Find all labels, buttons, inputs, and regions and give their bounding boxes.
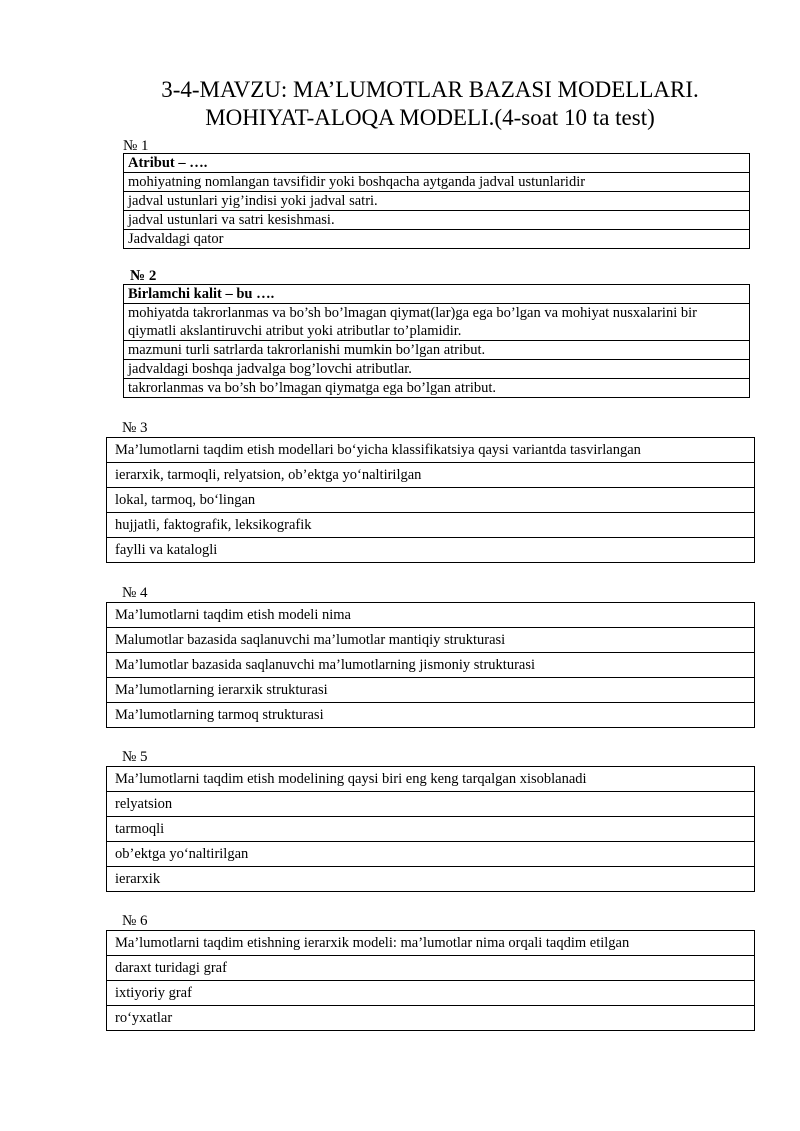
table-row (107, 1006, 755, 1031)
question-text: Ma’lumotlarni taqdim etish modelining qaysi biri eng keng tarqalgan xisoblanadi (107, 767, 755, 792)
answer-option: ierarxik (107, 867, 755, 892)
table-row (124, 173, 750, 192)
table-row (124, 341, 750, 360)
answer-option: ob’ektga yo‘naltirilgan (107, 842, 755, 867)
answer-option: mohiyatda takrorlanmas va bo’sh bo’lmagan qiymat(lar)ga ega bo’lgan va mohiyat nusxalarini bir qiymatli akslantiruvchi atribut yoki atributlar to’plamidir. (124, 304, 750, 341)
answer-option: Ma’lumotlar bazasida saqlanuvchi ma’lumotlarning jismoniy strukturasi (107, 653, 755, 678)
answer-option: Ma’lumotlarning ierarxik strukturasi (107, 678, 755, 703)
answer-option: ierarxik, tarmoqli, relyatsion, ob’ektga yo‘naltirilgan (107, 463, 755, 488)
answer-option: Malumotlar bazasida saqlanuvchi ma’lumotlar mantiqiy strukturasi (107, 628, 755, 653)
table-row (107, 538, 755, 563)
question-number: № 6 (122, 913, 148, 929)
question-text: Birlamchi kalit – bu …. (124, 285, 750, 304)
table-row (107, 931, 755, 956)
page-title (60, 76, 800, 132)
title-line-2: MOHIYAT-ALOQA MODELI.(4-soat 10 ta test) (205, 105, 655, 130)
question-table-6 (106, 930, 755, 1031)
table-row (107, 628, 755, 653)
question-text: Atribut – …. (124, 154, 750, 173)
question-text: Ma’lumotlarni taqdim etishning ierarxik modeli: ma’lumotlar nima orqali taqdim etilgan (107, 931, 755, 956)
question-table-3 (106, 437, 755, 563)
table-row (107, 678, 755, 703)
table-row (124, 154, 750, 173)
answer-option: Ma’lumotlarning tarmoq strukturasi (107, 703, 755, 728)
table-row (107, 981, 755, 1006)
table-row (124, 304, 750, 341)
question-table-4 (106, 602, 755, 728)
answer-option: daraxt turidagi graf (107, 956, 755, 981)
table-row (107, 817, 755, 842)
answer-option: Jadvaldagi qator (124, 230, 750, 249)
table-row (124, 211, 750, 230)
table-row (107, 513, 755, 538)
answer-option: ixtiyoriy graf (107, 981, 755, 1006)
answer-option: faylli va katalogli (107, 538, 755, 563)
table-row (107, 603, 755, 628)
table-row (107, 488, 755, 513)
answer-option: jadval ustunlari va satri kesishmasi. (124, 211, 750, 230)
table-row (107, 956, 755, 981)
table-row (107, 767, 755, 792)
table-row (107, 463, 755, 488)
table-row (107, 438, 755, 463)
table-row (107, 842, 755, 867)
table-row (107, 792, 755, 817)
answer-option: hujjatli, faktografik, leksikografik (107, 513, 755, 538)
question-number: № 4 (122, 585, 148, 601)
question-number: № 5 (122, 749, 148, 765)
question-table-5 (106, 766, 755, 892)
question-number: № 3 (122, 420, 148, 436)
table-row (124, 230, 750, 249)
title-line-1: 3-4-MAVZU: MA’LUMOTLAR BAZASI MODELLARI. (161, 77, 699, 102)
table-row (124, 285, 750, 304)
question-number: № 2 (130, 268, 157, 284)
table-row (124, 192, 750, 211)
answer-option: jadvaldagi boshqa jadvalga bog’lovchi atributlar. (124, 360, 750, 379)
answer-option: takrorlanmas va bo’sh bo’lmagan qiymatga ega bo’lgan atribut. (124, 379, 750, 398)
question-text: Ma’lumotlarni taqdim etish modellari bo‘yicha klassifikatsiya qaysi variantda tasvirlangan (107, 438, 755, 463)
answer-option: mohiyatning nomlangan tavsifidir yoki boshqacha aytganda jadval ustunlaridir (124, 173, 750, 192)
table-row (107, 867, 755, 892)
answer-option: tarmoqli (107, 817, 755, 842)
table-row (124, 360, 750, 379)
answer-option: jadval ustunlari yig’indisi yoki jadval satri. (124, 192, 750, 211)
question-table-2 (123, 284, 750, 398)
answer-option: lokal, tarmoq, bo‘lingan (107, 488, 755, 513)
question-number: № 1 (123, 138, 149, 154)
question-table-1 (123, 153, 750, 249)
table-row (107, 653, 755, 678)
answer-option: ro‘yxatlar (107, 1006, 755, 1031)
table-row (107, 703, 755, 728)
table-row (124, 379, 750, 398)
answer-option: mazmuni turli satrlarda takrorlanishi mumkin bo’lgan atribut. (124, 341, 750, 360)
question-text: Ma’lumotlarni taqdim etish modeli nima (107, 603, 755, 628)
answer-option: relyatsion (107, 792, 755, 817)
